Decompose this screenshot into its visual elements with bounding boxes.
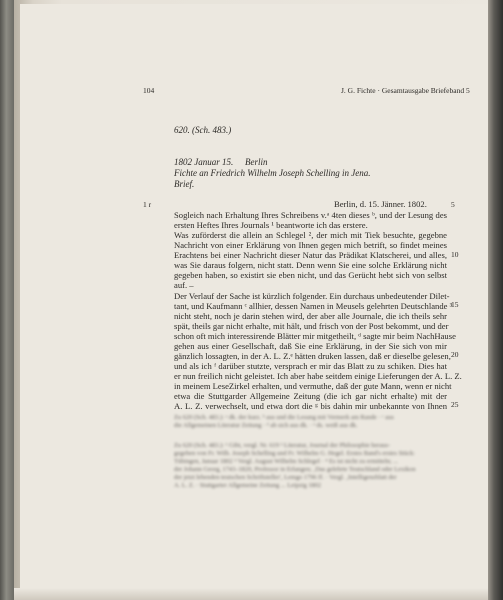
body-line: Nachricht von einer Erklärung von Ihnen gegen mich betrift, so findet meines [174, 240, 447, 250]
letter-number: 620. (Sch. 483.) [174, 125, 232, 135]
letter-addressee: Fichte an Friedrich Wilhelm Joseph Schelling in Jena. [174, 168, 371, 178]
body-line: etwa die Stuttgarder Allgemeine Zeitung (die ich gar nicht erhalte) mit der [174, 391, 447, 401]
body-line: Was zuförderst die allein an Schlegel ², der mich mit Tiek besuchte, gegebne [174, 230, 447, 240]
dateline: Berlin, d. 15. Jänner. 1802. [334, 199, 427, 209]
footnote-line: Zu 620 (Sch. 483.): ¹ Gibt, vergl. Nr. 619 ² Literatur, Journal der Philosophie heraus- [174, 442, 391, 449]
body-line: gehen aus einer Gesellschaft, daß Sie eine Erklärung, in der Sie sich von mir [174, 341, 447, 351]
line-number: 20 [451, 350, 459, 359]
body-line: Der Verlauf der Sache ist kürzlich folgender. Ein durchaus unbedeutender Dilet- [174, 291, 450, 301]
footnote-line: Zu 620 (Sch. 483.): ᵃ dk. der kurz. ᵇ aus und die Lesung mit Vermerk am Rande · ᶜ aus [174, 414, 394, 421]
body-line: nicht steht, noch je darin stehen wird, der aber alle Journale, die ich theils sehr [174, 311, 447, 321]
body-line: Erachtens bei einer Nachricht dieser Natur das Prädikat Klatscherei, und alles, [174, 250, 447, 260]
line-number: 25 [451, 400, 459, 409]
footnote-line: die Allgemeinen Literatur Zeitung · ᵈ ab sich aus dk. · ᵉ ds. weiß aus dk. [174, 422, 358, 429]
page-bottom-shade [14, 588, 490, 600]
footnote-line: der jetzt lebenden teutschen Schriftsteller', Lemgo 1796 ff. · Vergl. ‚Intelligenzblatt der [174, 474, 397, 481]
commentary-notes [174, 442, 447, 490]
running-title: J. G. Fichte · Gesamtausgabe Briefeband 5 [341, 86, 470, 95]
body-line: Sogleich nach Erhaltung Ihres Schreibens v.ᵃ 4ten dieses ᵇ, und der Lesung des [174, 210, 447, 220]
body-line: schon oft mich interessirende Blätter mir mitgetheilt, ᵈ sagte mir beim NachHause [174, 331, 456, 341]
page-right-edge [488, 0, 503, 600]
body-line: gegeben haben, so existirt sie eben nicht, und das Gerücht hebt sich von selbst [174, 270, 447, 280]
line-number: 10 [451, 250, 459, 259]
line-number: 15 [451, 300, 459, 309]
footnote-line: A. L. Z. · Stuttgarter Allgemeine Zeitung ... Leipzig 1802 [174, 482, 322, 489]
line-number: 5 [451, 200, 455, 209]
body-line: in meinem LeseZirkel erhalten, und vermuthe, daß der gute Mann, wenn er nicht [174, 381, 452, 391]
footnotes [174, 414, 447, 502]
book-spine-shadow [0, 0, 14, 600]
textual-apparatus [174, 414, 447, 430]
page-number: 104 [143, 86, 155, 95]
footnote-line: der Johann Georg, 1743–1820, Professor in Erlangen; ‚Das gelehrte Teutschland oder Lexikon [174, 466, 416, 473]
body-line: gänzlich lossagten, in der A. L. Z.ᵉ hätten druken lassen, daß er dieselbe gelesen, [174, 351, 451, 361]
letter-place: Berlin [245, 157, 268, 167]
letter-date: 1802 Januar 15. [174, 157, 234, 167]
body-line: A. L. Z. verwechselt, und etwa dort die ᵍ bis dahin mir unbekannte von Ihnen [174, 401, 447, 411]
body-line: tant, und Kaufmann ᶜ allhier, dessen Namen in Meusels gelehrten Deutschlande ³ [174, 301, 453, 311]
body-line: auf. – [174, 280, 194, 290]
body-line: spät, theils gar nicht erhalte, mit hält, und frisch von der Post bekommt, und der [174, 321, 449, 331]
footnote-line: Tübingen, Januar 1802 ³ Vergl. August Wilhelm Schlegel · ⁴ Es ist nicht zu ermitteln; ... [174, 458, 398, 465]
body-line: und als ich ᶠ darüber stutzte, versprach er mir das Blatt zu zu schiken. Dies hat [174, 361, 447, 371]
footnote-line: gegeben von Fr. Wilh. Joseph Schelling und Fr. Wilhelm G. Hegel. Erstes Band's erstes Stück: [174, 450, 415, 457]
body-line: ersten Heftes Ihres Journals ¹ beantworte ich das erstere. [174, 220, 368, 230]
letter-type: Brief. [174, 179, 195, 189]
folio-margin-mark: 1 r [143, 200, 152, 209]
body-line: er nun freilich nicht geleistet. Ich aber habe seitdem einige Lieferungen der A. L. Z. [174, 371, 462, 381]
body-line: was Sie daraus folgern, nicht statt. Denn wenn Sie eine solche Erklärung nicht [174, 260, 447, 270]
